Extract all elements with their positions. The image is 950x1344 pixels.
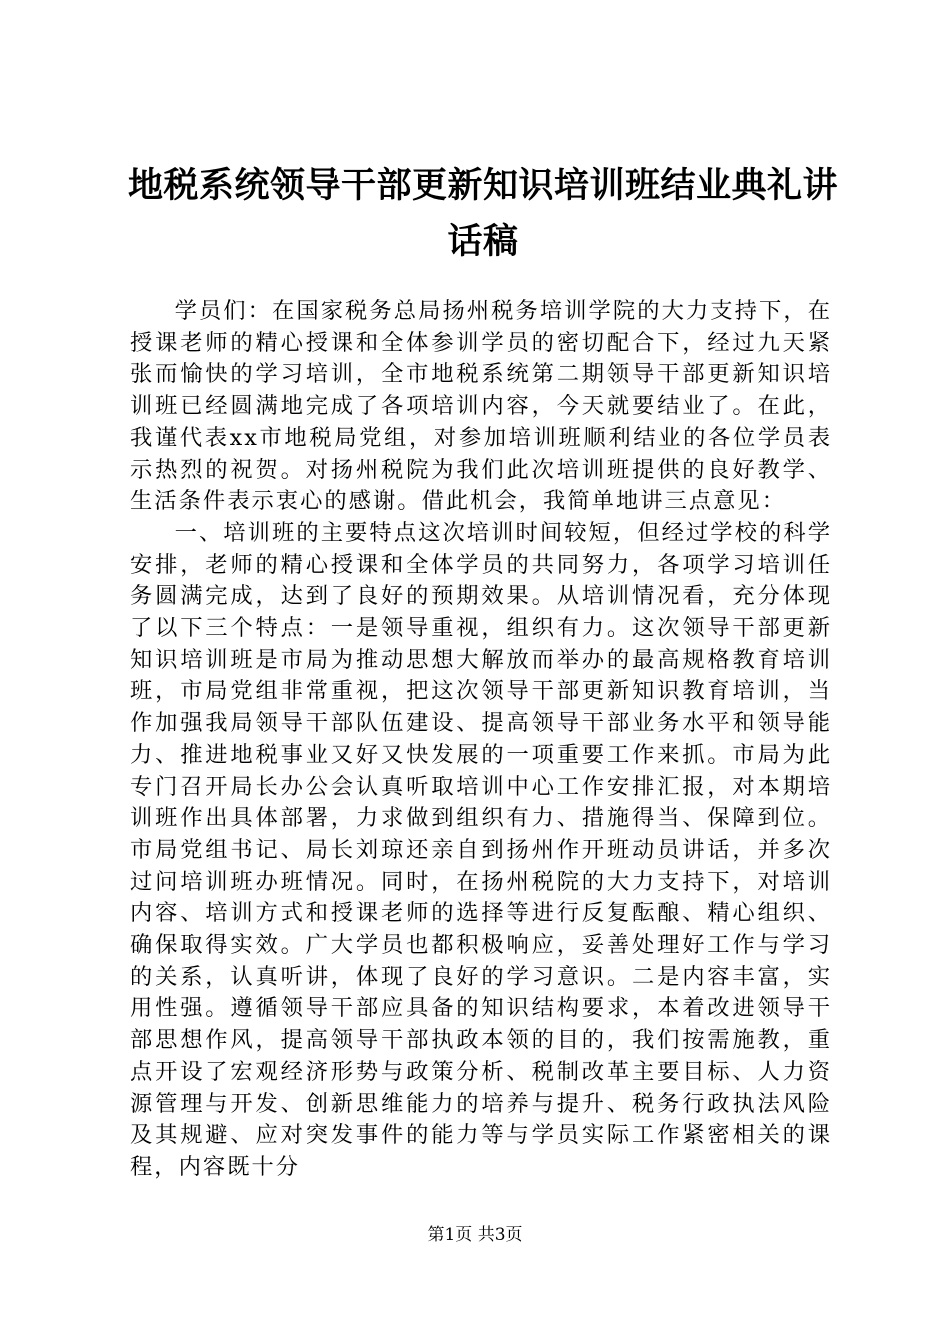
document-body: [130, 296, 832, 1184]
paragraph-opening: 学员们：在国家税务总局扬州税务培训学院的大力支持下，在授课老师的精心授课和全体参训学员的密切配合下，经过九天紧张而愉快的学习培训，全市地税系统第二期领导干部更新知识培训班已经圆满地完成了各项培训内容，今天就要结业了。在此，我谨代表xx市地税局党组，对参加培训班顺利结业的各位学员表示热烈的祝贺。对扬州税院为我们此次培训班提供的良好教学、生活条件表示衷心的感谢。借此机会，我简单地讲三点意见：: [130, 298, 832, 515]
paragraph-section-one: 一、培训班的主要特点这次培训时间较短，但经过学校的科学安排，老师的精心授课和全体学员的共同努力，各项学习培训任务圆满完成，达到了良好的预期效果。从培训情况看，充分体现了以下三个特点：一是领导重视，组织有力。这次领导干部更新知识培训班是市局为推动思想大解放而举办的最高规格教育培训班，市局党组非常重视，把这次领导干部更新知识教育培训，当作加强我局领导干部队伍建设、提高领导干部业务水平和领导能力、推进地税事业又好又快发展的一项重要工作来抓。市局为此专门召开局长办公会认真听取培训中心工作安排汇报，对本期培训班作出具体部署，力求做到组织有力、措施得当、保障到位。市局党组书记、局长刘琼还亲自到扬州作开班动员讲话，并多次过问培训班办班情况。同时，在扬州税院的大力支持下，对培训内容、培训方式和授课老师的选择等进行反复酝酿、精心组织、确保取得实效。广大学员也都积极响应，妥善处理好工作与学习的关系，认真听讲，体现了良好的学习意识。二是内容丰富，实用性强。遵循领导干部应具备的知识结构要求，本着改进领导干部思想作风，提高领导干部执政本领的目的，我们按需施教，重点开设了宏观经济形势与政策分析、税制改革主要目标、人力资源管理与开发、创新思维能力的培养与提升、税务行政执法风险及其规避、应对突发事件的能力等与学员实际工作紧密相关的课程，内容既十分: [130, 519, 832, 1180]
page-footer: 第1页 共3页: [427, 1225, 523, 1245]
document-title: 地税系统领导干部更新知识培训班结业典礼讲话稿: [127, 166, 838, 262]
